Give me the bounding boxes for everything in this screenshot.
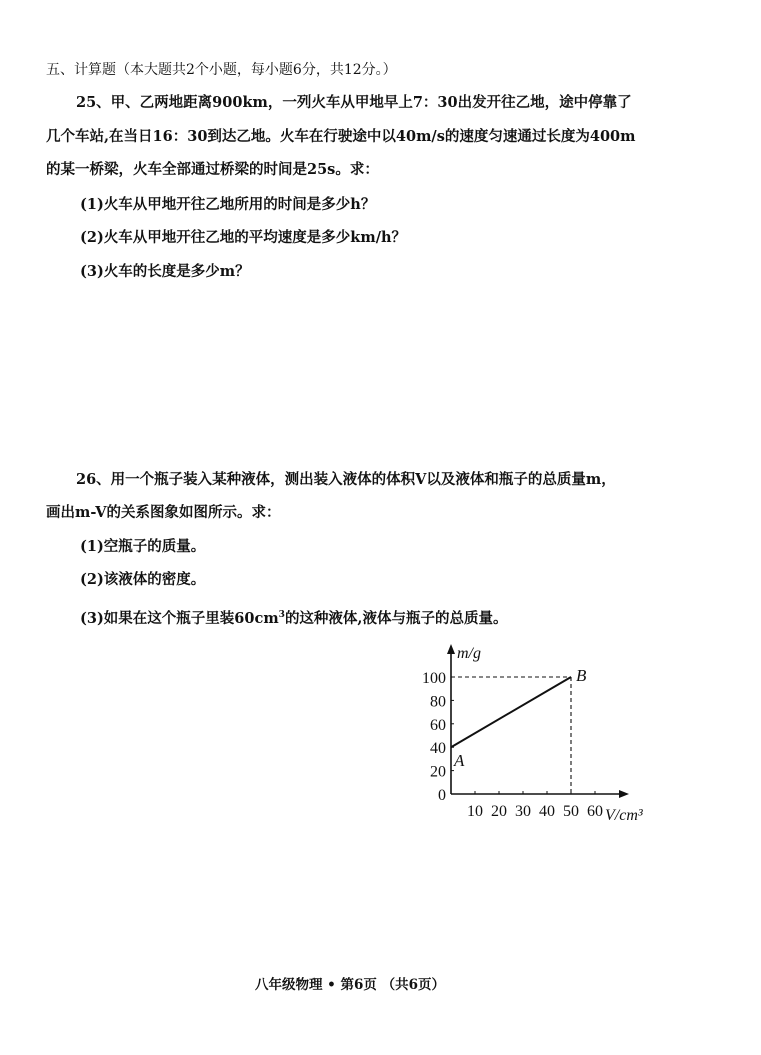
x-tick-label: 30 (515, 803, 531, 820)
x-tick-label: 40 (539, 803, 555, 820)
y-tick-label: 0 (438, 787, 446, 804)
q25-text-line3: 的某一桥梁，火车全部通过桥梁的时间是25s。求： (46, 161, 379, 178)
q26-sub3-superscript: 3 (278, 610, 285, 620)
x-tick-label: 50 (563, 803, 579, 820)
q26-text-line1: 26、用一个瓶子装入某种液体，测出装入液体的体积V以及液体和瓶子的总质量m， (76, 471, 616, 488)
series-line (451, 677, 571, 747)
x-tick-label: 60 (587, 803, 603, 820)
x-axis-label: V/cm³ (605, 807, 643, 824)
q26-subquestion-2: (2)该液体的密度。 (80, 571, 206, 588)
y-tick-label: 20 (430, 763, 446, 781)
q26-subquestion-1: (1)空瓶子的质量。 (80, 538, 206, 555)
page-footer: 八年级物理 • 第6页 （共6页） (254, 977, 445, 993)
q25-subquestion-1: (1)火车从甲地开往乙地所用的时间是多少h？ (80, 196, 376, 213)
point-label-b: B (576, 666, 587, 685)
y-tick-label: 80 (430, 693, 446, 711)
q26-sub3-text-post: 的这种液体,液体与瓶子的总质量。 (284, 609, 508, 627)
q26-sub3-text-pre: (3)如果在这个瓶子里装60cm (80, 609, 279, 627)
y-tick-label: 60 (430, 716, 446, 734)
x-tick-label: 10 (467, 803, 483, 820)
y-axis-label: m/g (457, 645, 481, 662)
x-tick-label: 20 (491, 803, 507, 820)
point-label-a: A (454, 751, 465, 771)
y-tick-label: 100 (422, 670, 446, 687)
section-title: 五、计算题（本大题共2个小题，每小题6分，共12分。） (46, 62, 397, 78)
q25-text-line2: 几个车站,在当日16：30到达乙地。火车在行驶途中以40m/s的速度匀速通过长度为400m (46, 128, 636, 145)
x-axis-arrow (619, 790, 629, 798)
y-tick-label: 40 (430, 740, 446, 758)
y-axis-arrow (447, 644, 455, 654)
q25-text-line1: 25、甲、乙两地距离900km，一列火车从甲地早上7：30出发开往乙地，途中停靠了 (76, 94, 632, 111)
m-v-graph (405, 638, 675, 828)
q25-subquestion-3: (3)火车的长度是多少m？ (80, 263, 250, 280)
q26-subquestion-3 (80, 605, 507, 629)
q25-subquestion-2: (2)火车从甲地开往乙地的平均速度是多少km/h？ (80, 229, 407, 246)
q26-text-line2: 画出m-V的关系图象如图所示。求： (46, 504, 281, 521)
